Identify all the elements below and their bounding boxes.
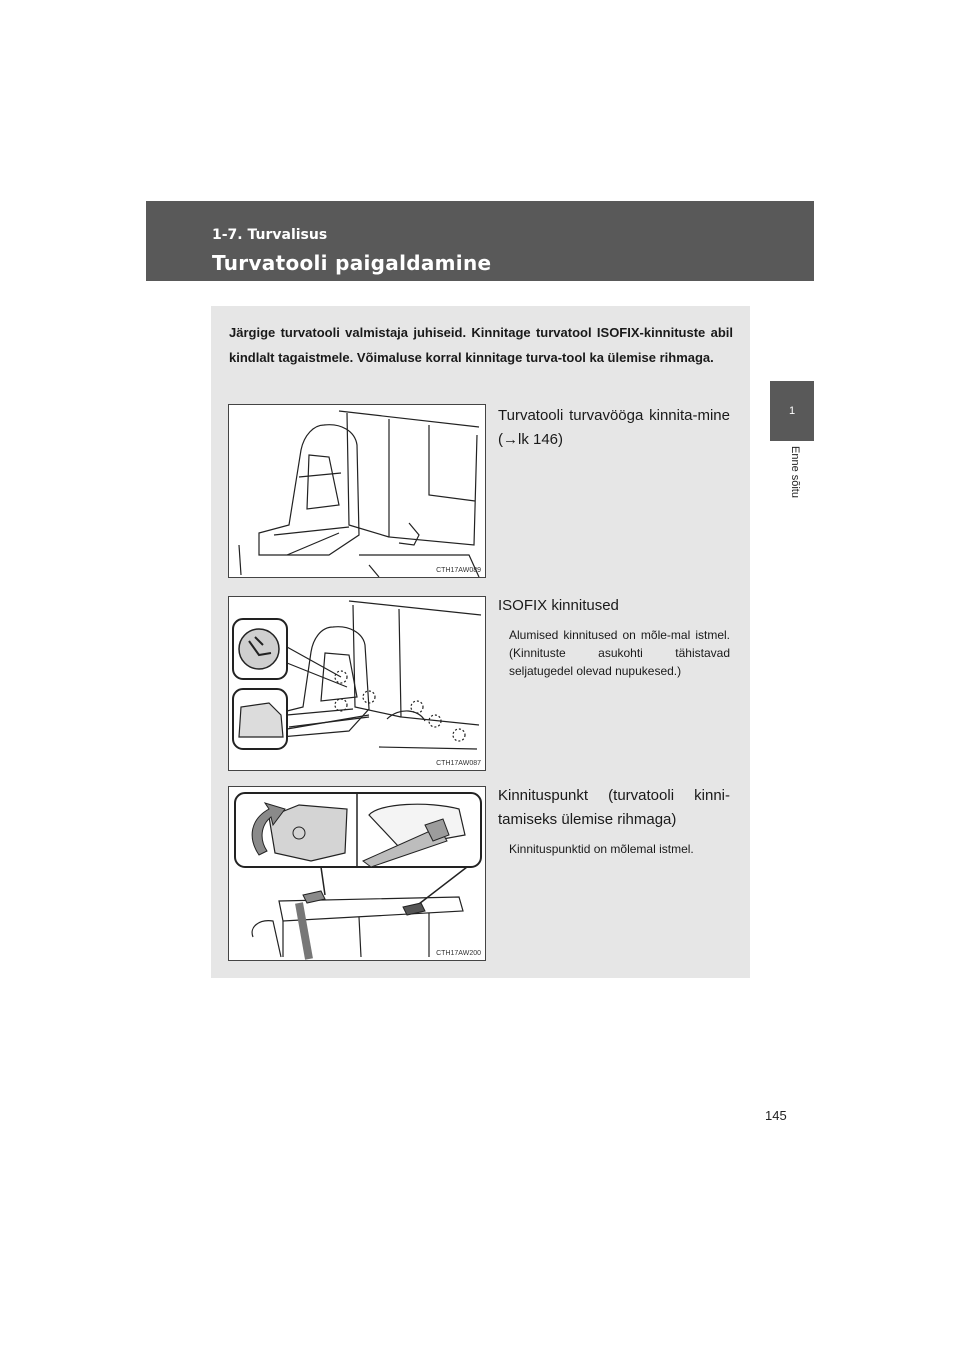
tether-anchor-illustration (229, 787, 486, 961)
chapter-header (146, 201, 814, 281)
figure-top-tether-anchor (228, 786, 486, 961)
content-panel (211, 306, 750, 978)
page-number: 145 (765, 1108, 787, 1123)
intro-text: Järgige turvatooli valmistaja juhiseid. Kinnitage turvatool ISOFIX-kinnituste abil kindlalt tagaistmele. Võimaluse korral kinnitage turva-tool ka ülemise rihmaga. (229, 325, 733, 365)
page-title: Turvatooli paigaldamine (212, 251, 492, 275)
figure-isofix-anchors (228, 596, 486, 771)
figure-code: CTH17AW089 (436, 567, 481, 574)
item-title-seat-belt: Turvatooli turvavööga kinnita-mine (→lk 146) (498, 407, 730, 448)
figure-code: CTH17AW087 (436, 760, 481, 767)
item-desc-top-tether: Kinnituspunktid on mõlemal istmel. (509, 842, 694, 856)
section-label: 1-7. Turvalisus (212, 227, 328, 243)
child-seat-illustration (229, 405, 486, 578)
isofix-illustration (229, 597, 486, 771)
item-desc-isofix: Alumised kinnitused on mõle-mal istmel. (Kinnituste asukohti tähistavad seljatugedel olevad nupukesed.) (509, 628, 730, 678)
figure-code: CTH17AW200 (436, 950, 481, 957)
item-title-isofix: ISOFIX kinnitused (498, 597, 619, 614)
chapter-tab-label: Enne sõitu (789, 446, 801, 498)
chapter-tab: 1 (770, 381, 814, 441)
item-title-top-tether: Kinnituspunkt (turvatooli kinni-tamiseks ülemise rihmaga) (498, 787, 730, 828)
figure-seat-belt-install (228, 404, 486, 578)
